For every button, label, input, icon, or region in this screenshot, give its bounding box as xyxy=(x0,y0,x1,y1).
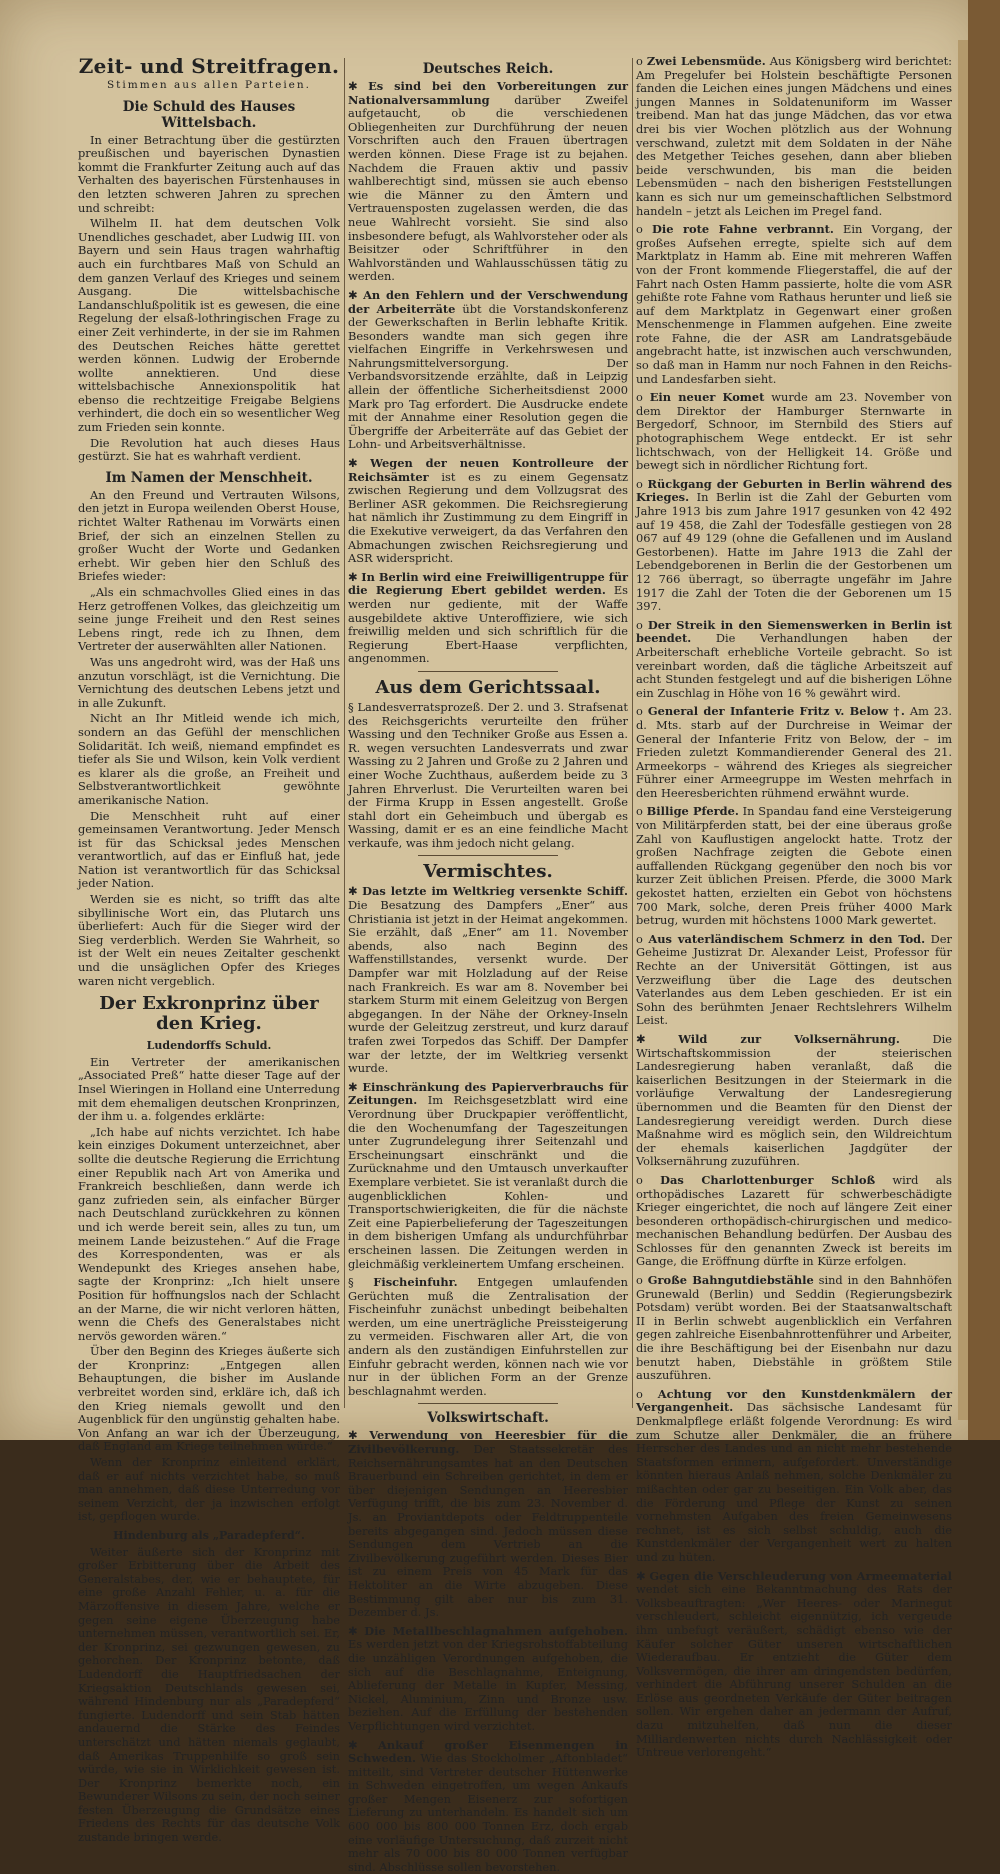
article-heading: Im Namen der Menschheit. xyxy=(78,470,340,486)
article-paragraph: An den Freund und Vertrauten Wilsons, den jetzt in Europa weilenden Oberst House, richtet Walter Rathenau im Vorwärts einen Brief, der sich an einzelnen Stellen zu großer Wucht der Worte und Gedanken erhebt. Wir geben hier den Schluß des Briefes wieder: xyxy=(78,489,340,584)
column-middle xyxy=(348,55,628,1415)
column-left xyxy=(78,55,340,1415)
news-item: ✱ An den Fehlern und der Verschwendung der Arbeiterräte übt die Vorstandskonferenz der Gewerkschaften in Berlin lebhafte Kritik. Besonders wandte man sich gegen ihre vielfachen Eingriffe in Verkehrswesen und Nahrungsmittelversorgung. Der Verbandsvorsitzende erzählte, daß in Leipzig allein der öffentliche Sicherheitsdienst 2000 Mark pro Tag erfordert. Die Ausdrucke endete mit der Annahme einer Resolution gegen die Übergriffe der Arbeiterräte auf das Gebiet der Lohn- und Arbeitsverhältnisse. xyxy=(348,289,628,452)
news-item: o Große Bahngutdiebstähle sind in den Bahnhöfen Grunewald (Berlin) und Seddin (Regierungsbezirk Potsdam) verübt worden. Bei der Staatsanwaltschaft II in Berlin schwebt augenblicklich ein Verfahren gegen zahlreiche Eisenbahnrottenführer und Arbeiter, die ihre Beschäftigung bei der Eisenbahn nur dazu benutzt haben, Diebstähle in größtem Stile auszuführen. xyxy=(636,1274,952,1383)
section-title: Deutsches Reich. xyxy=(348,61,628,77)
news-item: ✱ Ankauf großer Eisenmengen in Schweden. Wie das Stockholmer „Aftonbladet“ mitteilt, sind Vertreter deutscher Hüttenwerke in Schweden eingetroffen, um wegen Ankaufs großer Mengen Eisenerz zur sofortigen Lieferung zu unterhandeln. Es handelt sich um 600 000 bis 800 000 Tonnen Erz, doch ergab eine vorläufige Untersuchung, daß zurzeit nicht mehr als 70 000 bis 80 000 Tonnen verfügbar sind. Abschlüsse sollen bevorstehen. xyxy=(348,1739,628,1874)
article-heading: Die Schuld des Hauses Wittelsbach. xyxy=(78,99,340,131)
article-paragraph: „Ich habe auf nichts verzichtet. Ich habe kein einziges Dokument unterzeichnet, aber sollte die deutsche Regierung die Errichtung einer Republik nach Art von Amerika und Frankreich beschließen, dann werde ich ganz zufrieden sein, als einfacher Bürger nach Deutschland zurückkehren zu können und ich werde bereit sein, alles zu tun, um meinem Lande beizustehen.“ Auf die Frage des Korrespondenten, was er als Wendepunkt des Krieges ansehen habe, sagte der Kronprinz: „Ich hielt unsere Position für hoffnungslos nach der Schlacht an der Marne, die wir nicht verloren hätten, wenn die Chefs des Generalstabes nicht nervös geworden wären.“ xyxy=(78,1126,340,1344)
news-item: o Aus vaterländischem Schmerz in den Tod. Der Geheime Justizrat Dr. Alexander Leist, Professor für Rechte an der Universität Göttingen, ist aus Verzweiflung über die Lage des deutschen Vaterlandes aus dem Leben geschieden. Er ist ein Sohn des berühmten Jenaer Rechtslehrers Wilhelm Leist. xyxy=(636,933,952,1028)
news-item: o Ein neuer Komet wurde am 23. November von dem Direktor der Hamburger Sternwarte in Bergedorf, Schnoor, im Sternbild des Stiers auf photographischem Wege entdeckt. Er ist sehr lichtschwach, von der Helligkeit 14. Größe und bewegt sich in nördlicher Richtung fort. xyxy=(636,391,952,473)
section-title: Volkswirtschaft. xyxy=(348,1410,628,1426)
news-item: ✱ Das letzte im Weltkrieg versenkte Schiff. Die Besatzung des Dampfers „Ener“ aus Christiania ist jetzt in der Heimat angekommen. Sie erzählt, daß „Ener“ am 11. November abends, also nach Beginn des Waffenstillstandes, versenkt wurde. Der Dampfer war mit Holzladung auf der Reise nach Frankreich. Es war am 8. November bei starkem Sturm mit einem Geleitzug von Bergen abgegangen. In der Nähe der Orkney-Inseln wurde der Geleitzug zerstreut, und kurz darauf trafen zwei Torpedos das Schiff. Der Dampfer war der letzte, der im Weltkrieg versenkt wurde. xyxy=(348,885,628,1075)
news-item: ✱ Die Metallbeschlagnahmen aufgehoben. Es werden jetzt von der Kriegsrohstoffabteilung die unzähligen Verordnungen aufgehoben, die sich auf die Beschlagnahme, Enteignung, Ablieferung der Metalle in Kupfer, Messing, Nickel, Aluminium, Zinn und Bronze usw. beziehen. Auf die Erfüllung der bestehenden Verpflichtungen wird verzichtet. xyxy=(348,1625,628,1734)
article-paragraph: Über den Beginn des Krieges äußerte sich der Kronprinz: „Entgegen allen Behauptungen, die bisher im Auslande verbreitet worden sind, erkläre ich, daß ich den Krieg niemals gewollt und den Augenblick für den ungünstig gehalten habe. Von Anfang an war ich der Überzeugung, daß England am Kriege teilnehmen würde.“ xyxy=(78,1345,340,1454)
section-title: Aus dem Gerichtssaal. xyxy=(348,678,628,698)
page-binding-edge xyxy=(968,0,1000,1440)
article-paragraph: In einer Betrachtung über die gestürzten preußischen und bayerischen Dynastien kommt die Frankfurter Zeitung auch auf das Verhalten des bayerischen Fürstenhauses in den letzten schweren Jahren zu sprechen und schreibt: xyxy=(78,134,340,216)
article-paragraph: Weiter äußerte sich der Kronprinz mit großer Erbitterung über die Arbeit des Generalstabes, der, wie er behauptete, für eine große Anzahl Fehler, u. a. für die Märzoffensive in diesem Jahre, welche er gegen seine eigene Überzeugung habe unternehmen müssen, verantwortlich sei. Er, der Kronprinz, sei gezwungen gewesen, zu gehorchen. Der Kronprinz betonte, daß Ludendorff die Hauptfriedsachen der Kriegsaktion Deutschlands gewesen sei, während Hindenburg nur als „Paradepferd“ fungierte. Ludendorff und sein Stab hätten andauernd die Stärke des Feindes unterschätzt und hätten niemals geglaubt, daß Amerikas Truppenhilfe so groß sein würde, wie sie in Wirklichkeit gewesen ist. Der Kronprinz bemerkte noch, ein Bewunderer Wilsons zu sein, der noch seiner festen Überzeugung die Grundsätze eines Friedens des Rechts für das deutsche Volk zustande bringen werde. xyxy=(78,1546,340,1845)
section-title: Zeit- und Streitfragen. xyxy=(78,55,340,77)
news-item: o Zwei Lebensmüde. Aus Königsberg wird berichtet: Am Pregelufer bei Holstein beschäftigte Personen fanden die Leichen eines jungen Mädchens und eines jungen Mannes in Soldatenuniform im Wasser treibend. Man hat das junge Mädchen, das vor etwa drei bis vier Wochen plötzlich aus der Wohnung verschwand, zuletzt mit dem Soldaten in der Nähe des Metgether Teiches gesehen, dann aber blieben beide verschwunden, bis man die beiden Lebensmüden – nach den bisherigen Feststellungen kann es sich nur um gemeinschaftlichen Selbstmord handeln – jetzt als Leichen im Pregel fand. xyxy=(636,55,952,218)
divider xyxy=(418,855,558,856)
divider xyxy=(418,1403,558,1404)
news-item: o Rückgang der Geburten in Berlin während des Krieges. In Berlin ist die Zahl der Geburten vom Jahre 1913 bis zum Jahre 1917 gesunken von 42 492 auf 19 458, die Zahl der Todesfälle gestiegen von 28 067 auf 49 129 (ohne die Gefallenen und im Ausland Gestorbenen). Hatte im Jahre 1913 die Zahl der Lebendgeborenen in Berlin die der Gestorbenen um 12 766 überragt, so überragte ungefähr im Jahre 1917 die Zahl der Toten die der Geborenen um 15 397. xyxy=(636,478,952,614)
article-paragraph: Werden sie es nicht, so trifft das alte sibyllinische Wort ein, das Plutarch uns überliefert: Auch für die Sieger wird der Sieg verderblich. Werden Sie Wahrheit, so ist der Welt ein neues Zeitalter geschenkt und die unsäglichen Opfer des Krieges waren nicht vergeblich. xyxy=(78,893,340,988)
divider xyxy=(418,671,558,672)
news-item: ✱ In Berlin wird eine Freiwilligentruppe für die Regierung Ebert gebildet werden. Es werden nur gediente, mit der Waffe ausgebildete aktive Unteroffiziere, wie sich freiwillig melden und sich schriftlich für die Regierung Ebert-Haase verpflichten, angenommen. xyxy=(348,571,628,666)
column-rule-1 xyxy=(344,58,345,1408)
news-item: § Fischeinfuhr. Entgegen umlaufenden Gerüchten muß die Zentralisation der Fischeinfuhr zunächst unbedingt beibehalten werden, um eine unerträgliche Preissteigerung zu vermeiden. Fischwaren aller Art, die von andern als den zuständigen Einfuhrstellen zur Einfuhr gebracht werden, können nach wie vor nur in der üblichen Form an der Grenze beschlagnahmt werden. xyxy=(348,1276,628,1398)
article-subheading: Ludendorffs Schuld. xyxy=(78,1039,340,1053)
article-paragraph: Ein Vertreter der amerikanischen „Associated Preß“ hatte dieser Tage auf der Insel Wieringen in Holland eine Unterredung mit dem ehemaligen deutschen Kronprinzen, der ihm u. a. folgendes erklärte: xyxy=(78,1056,340,1124)
news-item: § Landesverratsprozeß. Der 2. und 3. Strafsenat des Reichsgerichts verurteilte den früher Wassing und den Techniker Große aus Essen a. R. wegen versuchten Landesverrats und zwar Wassing zu 2 Jahren und Große zu 2 Jahren und einer Woche Zuchthaus, außerdem beide zu 3 Jahren Ehrverlust. Die Verurteilten waren bei der Firma Krupp in Essen angestellt. Große stahl dort ein Geheimbuch und übergab es Wassing, damit er es an eine feindliche Macht verkaufe, was ihm jedoch nicht gelang. xyxy=(348,701,628,851)
news-item: o Die rote Fahne verbrannt. Ein Vorgang, der großes Aufsehen erregte, spielte sich auf dem Marktplatz in Hamm ab. Eine mit mehreren Waffen von der Front kommende Fliegerstaffel, die auf der Fahrt nach Osten Hamm passierte, holte die vom ASR gehißte rote Fahne vom Rathaus herunter und ließ sie auf dem Marktplatz in Gegenwart einer großen Menschenmenge in Flammen aufgehen. Eine zweite rote Fahne, die der ASR am Landratsgebäude angebracht hatte, ist inzwischen auch verschwunden, so daß man in Hamm nur noch Fahnen in den Reichs- und Landesfarben sieht. xyxy=(636,223,952,386)
news-item: ✱ Verwendung von Heeresbier für die Zivilbevölkerung. Der Staatssekretär des Reichsernährungsamtes hat an den Deutschen Brauerbund ein Schreiben gerichtet, in dem er über diejenigen Sendungen an Heeresbier Verfügung trifft, die bis zum 23. November d. Js. an Proviantdepots oder Feldtruppenteile bereits abgegangen sind. Jedoch müssen diese Sendungen dem Vertrieb an die Zivilbevölkerung zugeführt werden. Dieses Bier ist zu einem Preis von 45 Mark für das Hektoliter an die Wirte abzugeben. Diese Bestimmung gilt aber nur bis zum 31. Dezember d. Js. xyxy=(348,1429,628,1619)
news-item: o Der Streik in den Siemenswerken in Berlin ist beendet. Die Verhandlungen haben der Arbeiterschaft erhebliche Vorteile gebracht. So ist vereinbart worden, daß die tägliche Arbeitszeit auf acht Stunden festgelegt und auf die bisherigen Löhne ein Zuschlag in Höhe von 16 % gewährt wird. xyxy=(636,619,952,701)
news-item: ✱ Wegen der neuen Kontrolleure der Reichsämter ist es zu einem Gegensatz zwischen Regierung und dem Vollzugsrat des Berliner ASR gekommen. Die Reichsregierung hat nämlich ihr Zustimmung zu dem Eingriff in die Exekutive verweigert, da das Verfahren den Abmachungen zwischen Reichsregierung und ASR widerspricht. xyxy=(348,457,628,566)
section-subtitle: Stimmen aus allen Parteien. xyxy=(78,79,340,93)
article-paragraph: Wilhelm II. hat dem deutschen Volk Unendliches geschadet, aber Ludwig III. von Bayern und sein Haus tragen wahrhaftig auch ein furchtbares Maß von Schuld an dem ganzen Verlauf des Krieges und seinem Ausgang. Die wittelsbachische Landanschlußpolitik ist es gewesen, die eine Regelung der elsaß-lothringischen Frage zu einer Zeit verhinderte, in der sie im Rahmen des Deutschen Reiches hätte gerettet werden können. Ludwig der Erobernde wollte annektieren. Und diese wittelsbachische Annexionspolitik hat ebenso die rechtzeitige Freigabe Belgiens verhindert, die doch ein so wesentlicher Weg zum Frieden sein konnte. xyxy=(78,217,340,435)
news-item: ✱ Einschränkung des Papierverbrauchs für Zeitungen. Im Reichsgesetzblatt wird eine Verordnung über Druckpapier veröffentlicht, die den Wochenumfang der Tageszeitungen unter Zugrundelegung ihrer Seitenzahl und Erscheinungsart einschränkt und die Zurücknahme und den Umtausch unverkaufter Exemplare verbietet. Sie ist veranlaßt durch die augenblicklichen Kohlen- und Transportschwierigkeiten, die für die nächste Zeit eine Papierbelieferung der Tageszeitungen in dem bisherigen Umfang als undurchführbar erscheinen lassen. Die Zeitungen werden in gleichmäßig verkleinertem Umfang erscheinen. xyxy=(348,1081,628,1271)
section-title: Vermischtes. xyxy=(348,862,628,882)
news-item: o General der Infanterie Fritz v. Below †. Am 23. d. Mts. starb auf der Durchreise in Weimar der General der Infanterie Fritz von Below, der – im Frieden zuletzt Kommandierender General des 21. Armeekorps – während des Krieges als siegreicher Führer einer Armeegruppe im Westen mehrfach in den Heeresberichten rühmend erwähnt wurde. xyxy=(636,705,952,800)
news-item: o Billige Pferde. In Spandau fand eine Versteigerung von Militärpferden statt, bei der eine überaus große Zahl von Kauflustigen angelockt hatte. Trotz der großen Nachfrage zeigten die Gebote einen auffallenden Rückgang gegenüber den noch bis vor kurzer Zeit üblichen Preisen. Pferde, die 3000 Mark gekostet hatten, erzielten ein Gebot von höchstens 700 Mark, solche, deren Preis früher 4000 Mark betrug, wurden mit höchstens 1000 Mark gewertet. xyxy=(636,805,952,927)
article-paragraph: Wenn der Kronprinz einleitend erklärt, daß er auf nichts verzichtet habe, so muß man annehmen, daß diese Unterredung vor seinem Verzicht, der ja inzwischen erfolgt ist, gepflogen wurde. xyxy=(78,1456,340,1524)
news-item: ✱ Wild zur Volksernährung. Die Wirtschaftskommission der steierischen Landesregierung haben veranlaßt, daß die kaiserlichen Besitzungen in der Steiermark in die vorläufige Verwaltung der Landesregierung übernommen und die Beamten für den Dienst der Landesregierung vereidigt werden. Durch diese Maßnahme wird es möglich sein, den Wildreichtum der ehemals kaiserlichen Jagdgüter der Volksernährung zuzuführen. xyxy=(636,1033,952,1169)
column-right xyxy=(636,55,952,1415)
article-subheading: Hindenburg als „Paradepferd“. xyxy=(78,1529,340,1543)
news-item: ✱ Es sind bei den Vorbereitungen zur Nationalversammlung darüber Zweifel aufgetaucht, ob die verschiedenen Obliegenheiten zur Durchführung der neuen Vorschriften auch den Frauen übertragen werden können. Diese Frage ist zu bejahen. Nachdem die Frauen aktiv und passiv wahlberechtigt sind, müssen sie auch ebenso wie die Männer zu den Ämtern und Vertrauensposten zugelassen werden, die das neue Wahlrecht vorsieht. Sie sind also insbesondere befugt, als Wahlvorsteher oder als Beisitzer oder Schriftführer in den Wahlvorständen und Wahlausschüssen tätig zu werden. xyxy=(348,80,628,284)
article-title: Der Exkronprinz über den Krieg. xyxy=(78,994,340,1034)
page-edge-shadow xyxy=(958,40,968,1420)
article-paragraph: Nicht an Ihr Mitleid wende ich mich, sondern an das Gefühl der menschlichen Solidarität. Ich weiß, niemand empfindet es tiefer als Sie und Wilson, kein Volk verdient es klarer als die große, an Freiheit und Selbstverantwortlichkeit gewöhnte amerikanische Nation. xyxy=(78,712,340,807)
column-rule-2 xyxy=(632,58,633,1408)
article-paragraph: „Als ein schmachvolles Glied eines in das Herz getroffenen Volkes, das gleichzeitig um seine junge Freiheit und den Rest seines Lebens ringt, rede ich zu Ihnen, dem Vertreter der auserwählten aller Nationen. xyxy=(78,586,340,654)
article-paragraph: Die Menschheit ruht auf einer gemeinsamen Verantwortung. Jeder Mensch ist für das Schicksal jedes Menschen verantwortlich, auf das er Einfluß hat, jede Nation ist verantwortlich für das Schicksal jeder Nation. xyxy=(78,810,340,892)
article-paragraph: Was uns angedroht wird, was der Haß uns anzutun vorschlägt, ist die Vernichtung. Die Vernichtung des deutschen Lebens jetzt und in alle Zukunft. xyxy=(78,656,340,710)
news-item: ✱ Gegen die Verschleuderung von Armeematerial wendet sich eine Bekanntmachung des Rats der Volksbeauftragten: „Wer Heeres- oder Marinegut verschleudert, schleicht eigennützig, ich vergeude ihm unbefugt veräußert, schädigt ebenso wie der Käufer solcher Güter unseren wirtschaftlichen Wiederaufbau. Er entzieht die Güter dem Volksvermögen, die ihrer am dringendsten bedürfen, verhindert die Abführung unserer Schulden an die Erlöse aus geordneten Verkäufe der Güter beitragen sollen. Wir ergehen daher an jedermann der Aufruf, dazu mitzuhelfen, daß nun die dieser Milliardenwerten nichts durch Nachlässigkeit oder Untreue verlorengeht.“ xyxy=(636,1570,952,1760)
news-item: o Das Charlottenburger Schloß wird als orthopädisches Lazarett für schwerbeschädigte Krieger eingerichtet, die noch auf längere Zeit einer besonderen orthopädisch-chirurgischen und medico-mechanischen Behandlung bedürfen. Der Ausbau des Schlosses für den genannten Zweck ist bereits im Gange, die Eröffnung dürfte in Kürze erfolgen. xyxy=(636,1174,952,1269)
article-paragraph: Die Revolution hat auch dieses Haus gestürzt. Sie hat es wahrhaft verdient. xyxy=(78,437,340,464)
news-item: o Achtung vor den Kunstdenkmälern der Vergangenheit. Das sächsische Landesamt für Denkmalpflege erläßt folgende Verordnung: Es wird zum Schutze aller Denkmäler, die an frühere Herrscher des Landes und an nicht mehr bestehende Staatsformen erinnern, aufgefordert. Unverständige könnten hieraus Anlaß nehmen, solche Denkmäler zu mißachten oder gar zu beseitigen. Ein Volk aber, das die Förderung und Pflege der Kunst zu seinen vornehmsten Aufgaben des freien Gemeinwesens rechnet, ist es sich selbst schuldig, auch die Kunstdenkmäler der Vergangenheit wert zu halten und zu hüten. xyxy=(636,1388,952,1565)
